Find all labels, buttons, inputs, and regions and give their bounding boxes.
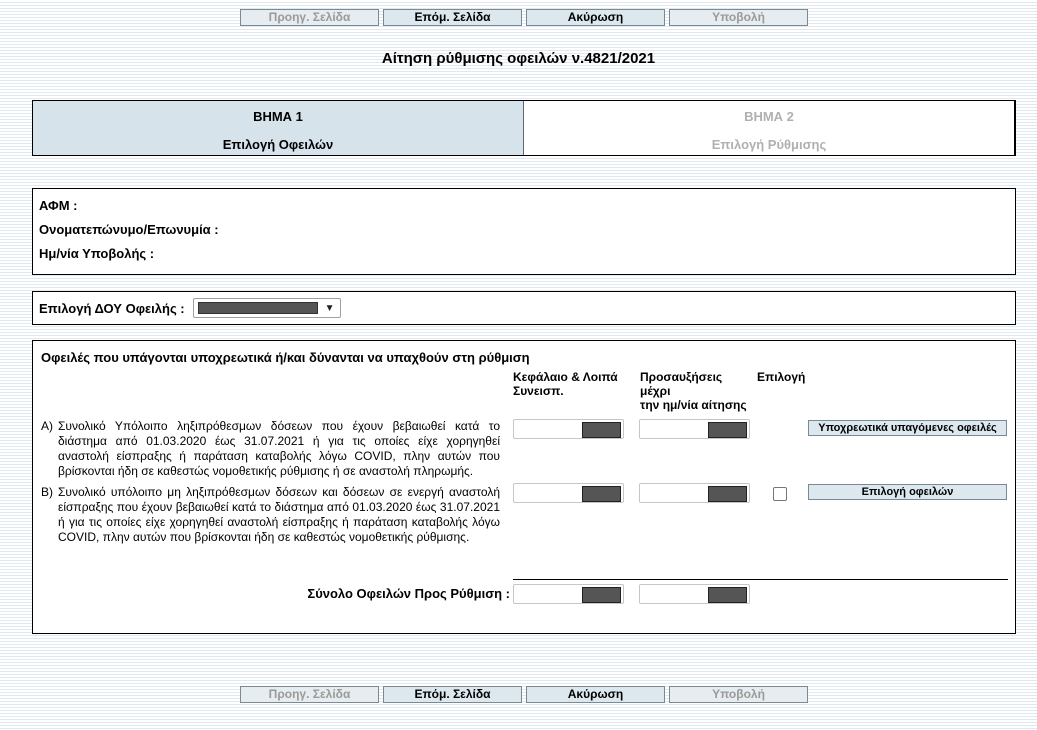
col-header-surcharges-line3: την ημ/νία αίτησης	[640, 398, 747, 412]
total-capital-amount	[513, 584, 624, 604]
col-header-selection: Επιλογή	[757, 370, 806, 384]
submit-button[interactable]: Υποβολή	[669, 9, 808, 26]
row-a-letter: A)	[41, 419, 53, 433]
wizard-steps	[32, 100, 1016, 156]
col-header-surcharges-line1: Προσαυξήσεις	[640, 370, 723, 384]
row-b-text: Συνολικό υπόλοιπο μη ληξιπρόθεσμων δόσεων και δόσεων σε ενεργή αναστολή είσπραξης που έχουν βεβαιωθεί κατά το διάστημα από 01.03.2020 έως 31.07.2021 ή για τις οποίες είχε χορηγηθεί αναστολή είσπραξης ή παράταση καταβολής λόγω COVID, πλην αυτών που βρίσκονται ήδη σε καθεστώς νομοθετικής ρύθμισης.	[58, 485, 500, 544]
redacted-value	[708, 486, 747, 502]
top-nav-bar	[240, 9, 808, 26]
redacted-value	[708, 422, 747, 438]
row-a-description	[41, 419, 500, 479]
submission-date-label: Ημ/νία Υποβολής :	[39, 246, 155, 261]
select-debts-button[interactable]: Επιλογή οφειλών	[808, 484, 1007, 500]
total-divider	[513, 579, 1008, 580]
next-page-button-bottom[interactable]: Επόμ. Σελίδα	[383, 686, 522, 703]
col-header-capital: Κεφάλαιο & Λοιπά Συνεισπ.	[513, 370, 618, 398]
row-a-surcharges-amount	[639, 419, 750, 439]
row-b-surcharges-amount	[639, 483, 750, 503]
prev-page-button-bottom[interactable]: Προηγ. Σελίδα	[240, 686, 379, 703]
bottom-nav-bar	[240, 686, 808, 703]
step-2	[524, 101, 1014, 155]
next-page-button[interactable]: Επόμ. Σελίδα	[383, 9, 522, 26]
mandatory-debts-button[interactable]: Υποχρεωτικά υπαγόμενες οφειλές	[808, 420, 1007, 436]
debts-panel	[32, 340, 1016, 634]
row-a-capital-amount	[513, 419, 624, 439]
redacted-value	[582, 587, 621, 603]
doy-panel	[32, 291, 1016, 325]
redacted-value	[708, 587, 747, 603]
col-header-surcharges-line2: μέχρι	[640, 384, 671, 398]
step-1-label: Επιλογή Οφειλών	[222, 137, 334, 152]
row-b-description	[41, 485, 500, 545]
prev-page-button[interactable]: Προηγ. Σελίδα	[240, 9, 379, 26]
row-b-capital-amount	[513, 483, 624, 503]
step-1	[33, 101, 524, 155]
step-1-number: ΒΗΜΑ 1	[253, 109, 303, 124]
col-header-surcharges	[640, 370, 760, 412]
cancel-button-bottom[interactable]: Ακύρωση	[526, 686, 665, 703]
step-2-label: Επιλογή Ρύθμισης	[711, 137, 827, 152]
chevron-down-icon: ▼	[324, 302, 335, 314]
debts-title: Οφειλές που υπάγονται υποχρεωτικά ή/και δύνανται να υπαχθούν στη ρύθμιση	[41, 350, 530, 365]
redacted-value	[582, 486, 621, 502]
total-label: Σύνολο Οφειλών Προς Ρύθμιση :	[307, 586, 510, 601]
name-label: Ονοματεπώνυμο/Επωνυμία :	[39, 222, 219, 237]
redacted-value	[582, 422, 621, 438]
cancel-button[interactable]: Ακύρωση	[526, 9, 665, 26]
doy-redacted-value	[198, 302, 318, 314]
row-b-selection-checkbox[interactable]	[773, 487, 787, 501]
page-title: Αίτηση ρύθμισης οφειλών ν.4821/2021	[381, 50, 656, 67]
taxpayer-info-panel	[32, 188, 1016, 275]
row-a-text: Συνολικό Υπόλοιπο ληξιπρόθεσμων δόσεων που έχουν βεβαιωθεί κατά το διάστημα από 01.03.2020 έως 31.07.2021 ή για τις οποίες είχε χορηγηθεί αναστολή είσπραξης ή παράταση καταβολής λόγω COVID, πλην αυτών που βρίσκονται ήδη σε καθεστώς νομοθετικής ρύθμισης ή σε αναστολή πληρωμής.	[58, 419, 500, 478]
step-2-number: ΒΗΜΑ 2	[744, 109, 794, 124]
submit-button-bottom[interactable]: Υποβολή	[669, 686, 808, 703]
doy-label: Επιλογή ΔΟΥ Οφειλής :	[39, 300, 185, 316]
doy-select[interactable]	[193, 298, 341, 318]
total-surcharges-amount	[639, 584, 750, 604]
row-b-letter: B)	[41, 485, 53, 499]
afm-label: ΑΦΜ :	[39, 198, 78, 213]
